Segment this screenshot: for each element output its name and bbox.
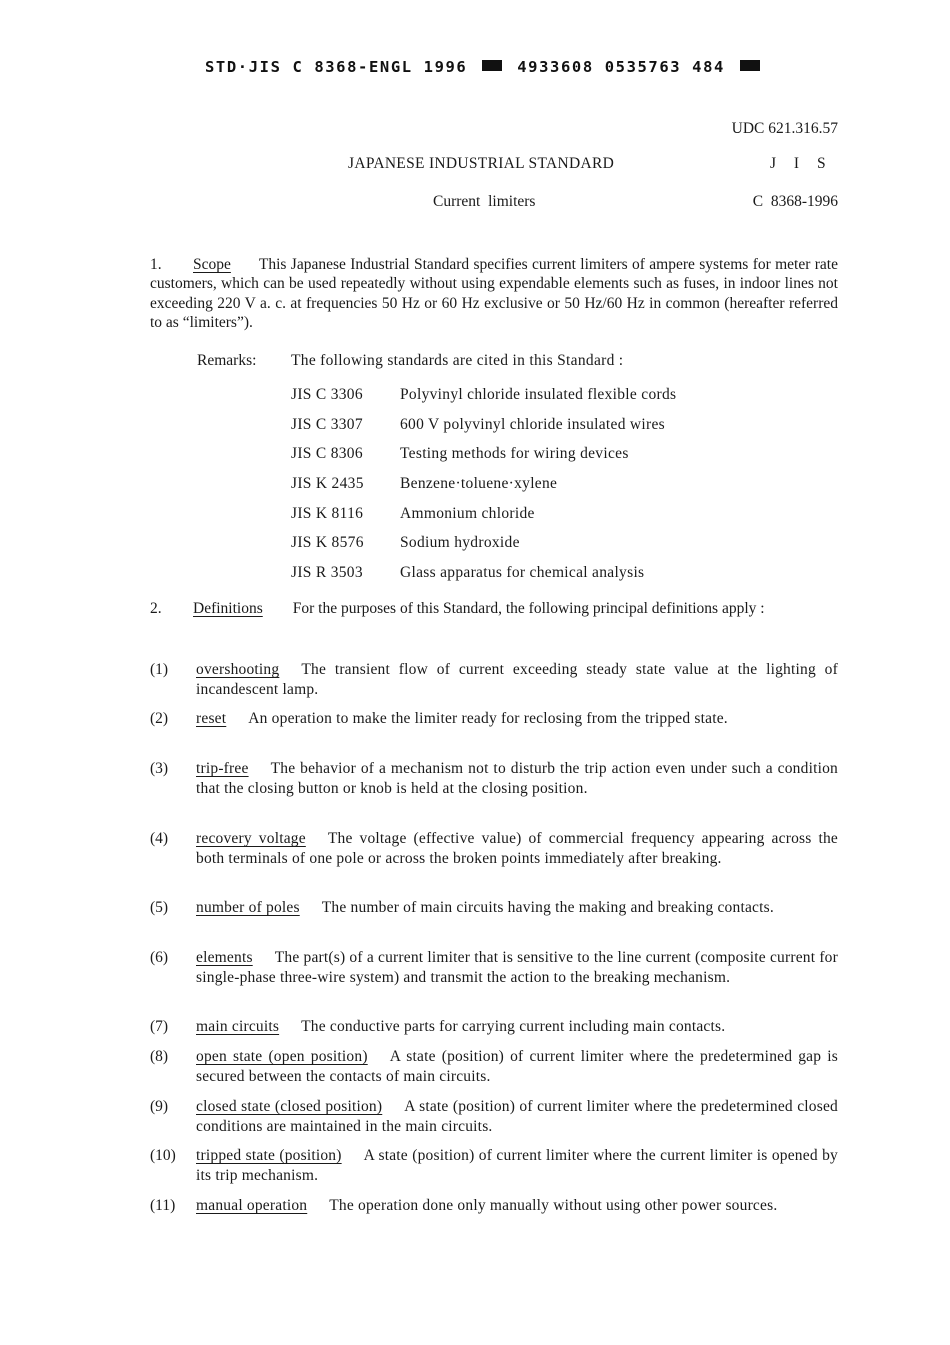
definition-item	[150, 660, 838, 700]
definition-number: (1)	[150, 661, 169, 678]
definition-number: (2)	[150, 710, 169, 727]
definition-text: The transient flow of current exceeding steady state value at the lighting of incandescent lamp.	[196, 661, 838, 698]
definition-body	[196, 948, 838, 988]
definition-text: A state (position) of current limiter where the predetermined gap is secured between the contacts of main circuits.	[196, 1048, 838, 1085]
definition-term: open state (open position)	[196, 1048, 368, 1065]
cited-standard-row	[291, 380, 676, 410]
cited-standard-row	[291, 558, 676, 588]
definition-text: The voltage (effective value) of commercial frequency appearing across the both terminals of one pole or across the broken points immediately after breaking.	[196, 830, 838, 867]
section-title: Scope	[193, 256, 231, 273]
section-title: Definitions	[193, 600, 263, 617]
cited-standard-code: JIS C 8306	[291, 445, 363, 463]
definition-item	[150, 759, 838, 799]
definition-item	[150, 709, 838, 729]
cited-standard-code: JIS K 8116	[291, 504, 364, 522]
definition-body	[196, 759, 838, 799]
definition-text: An operation to make the limiter ready for reclosing from the tripped state.	[248, 710, 728, 727]
definition-item	[150, 1146, 838, 1186]
cited-standard-title: Ammonium chloride	[400, 504, 535, 522]
cited-standard-code: JIS K 8576	[291, 534, 364, 552]
remarks-intro: The following standards are cited in this Standard :	[291, 352, 624, 369]
cited-standard-title: Polyvinyl chloride insulated flexible cords	[400, 385, 677, 403]
definition-term: closed state (closed position)	[196, 1098, 383, 1115]
cited-standard-title: Benzene·toluene·xylene	[400, 474, 558, 492]
definition-item	[150, 1047, 838, 1087]
document-header-code	[205, 58, 764, 76]
jis-mark: J I S	[770, 155, 833, 172]
definition-text: The behavior of a mechanism not to disturb the trip action even under such a condition that the closing button or knob is held at the closing position.	[196, 760, 838, 797]
definition-term: recovery voltage	[196, 830, 306, 847]
cited-standard-row	[291, 499, 676, 529]
definition-term: trip-free	[196, 760, 249, 777]
black-block-mark	[482, 60, 502, 71]
definition-number: (10)	[150, 1147, 176, 1164]
scope-section	[150, 255, 838, 333]
cited-standard-row	[291, 528, 676, 558]
definition-term: main circuits	[196, 1018, 280, 1035]
header-codes: 4933608 0535763 484	[517, 58, 725, 76]
definitions-section	[150, 599, 838, 618]
definition-number: (3)	[150, 760, 169, 777]
definition-body	[196, 1047, 838, 1087]
definition-term: manual operation	[196, 1197, 308, 1214]
definition-text: A state (position) of current limiter where the predetermined closed conditions are maintained in the main circuits.	[196, 1098, 839, 1135]
section-number: 2.	[150, 600, 162, 617]
definition-body	[196, 1097, 838, 1137]
definition-item	[150, 1097, 838, 1137]
black-block-mark	[740, 60, 760, 71]
definition-body	[196, 709, 838, 729]
document-title: Current limiters	[433, 193, 536, 210]
cited-standard-code: JIS R 3503	[291, 563, 363, 581]
cited-standards-list	[291, 380, 676, 588]
definition-item	[150, 948, 838, 988]
definition-item	[150, 1196, 838, 1216]
cited-standard-code: JIS C 3307	[291, 415, 363, 433]
definition-text: A state (position) of current limiter where the current limiter is opened by its trip mechanism.	[196, 1147, 838, 1184]
definition-number: (8)	[150, 1048, 169, 1065]
udc-number: UDC 621.316.57	[731, 120, 838, 137]
standard-name: JAPANESE INDUSTRIAL STANDARD	[348, 155, 615, 172]
definition-body	[196, 1017, 838, 1037]
cited-standard-row	[291, 439, 676, 469]
definition-number: (5)	[150, 899, 169, 916]
cited-standard-title: Testing methods for wiring devices	[400, 445, 629, 463]
definition-number: (4)	[150, 830, 169, 847]
remarks-label: Remarks:	[197, 352, 257, 369]
definition-number: (11)	[150, 1197, 176, 1214]
definition-text: The part(s) of a current limiter that is sensitive to the line current (composite current for single-phase three-wire system) and transmit the action to the breaking mechanism.	[196, 949, 838, 986]
section-text: This Japanese Industrial Standard specifies current limiters of ampere systems for meter rate customers, which can be used repeatedly without using expendable elements such as fuses, in indoor lines not exceeding 220 V a. c. at frequencies 50 Hz or 60 Hz exclusive or 50 Hz/60 Hz in common (hereafter referred to as “limiters”).	[150, 256, 838, 332]
definition-text: The operation done only manually without using other power sources.	[329, 1197, 778, 1214]
definition-item	[150, 829, 838, 869]
definition-body	[196, 829, 838, 869]
definition-term: elements	[196, 949, 253, 966]
cited-standard-code: JIS K 2435	[291, 474, 364, 492]
cited-standard-code: JIS C 3306	[291, 385, 363, 403]
section-text: For the purposes of this Standard, the following principal definitions apply :	[292, 600, 765, 617]
definition-item	[150, 898, 838, 918]
cited-standard-row	[291, 469, 676, 499]
standard-number: C 8368-1996	[752, 193, 838, 210]
definition-body	[196, 898, 838, 918]
definition-text: The number of main circuits having the making and breaking contacts.	[321, 899, 774, 916]
section-number: 1.	[150, 256, 162, 273]
definition-term: overshooting	[196, 661, 280, 678]
cited-standard-title: 600 V polyvinyl chloride insulated wires	[400, 415, 665, 433]
definition-term: number of poles	[196, 899, 300, 916]
cited-standard-row	[291, 410, 676, 440]
cited-standard-title: Glass apparatus for chemical analysis	[400, 563, 645, 581]
definition-body	[196, 660, 838, 700]
definition-body	[196, 1146, 838, 1186]
cited-standard-title: Sodium hydroxide	[400, 534, 520, 552]
definition-item	[150, 1017, 838, 1037]
definition-number: (7)	[150, 1018, 169, 1035]
definition-body	[196, 1196, 838, 1216]
definition-text: The conductive parts for carrying current including main contacts.	[301, 1018, 726, 1035]
definition-number: (9)	[150, 1098, 169, 1115]
header-left-text: STD·JIS C 8368-ENGL 1996	[205, 58, 468, 76]
definition-term: reset	[196, 710, 227, 727]
definition-number: (6)	[150, 949, 169, 966]
definition-term: tripped state (position)	[196, 1147, 342, 1164]
